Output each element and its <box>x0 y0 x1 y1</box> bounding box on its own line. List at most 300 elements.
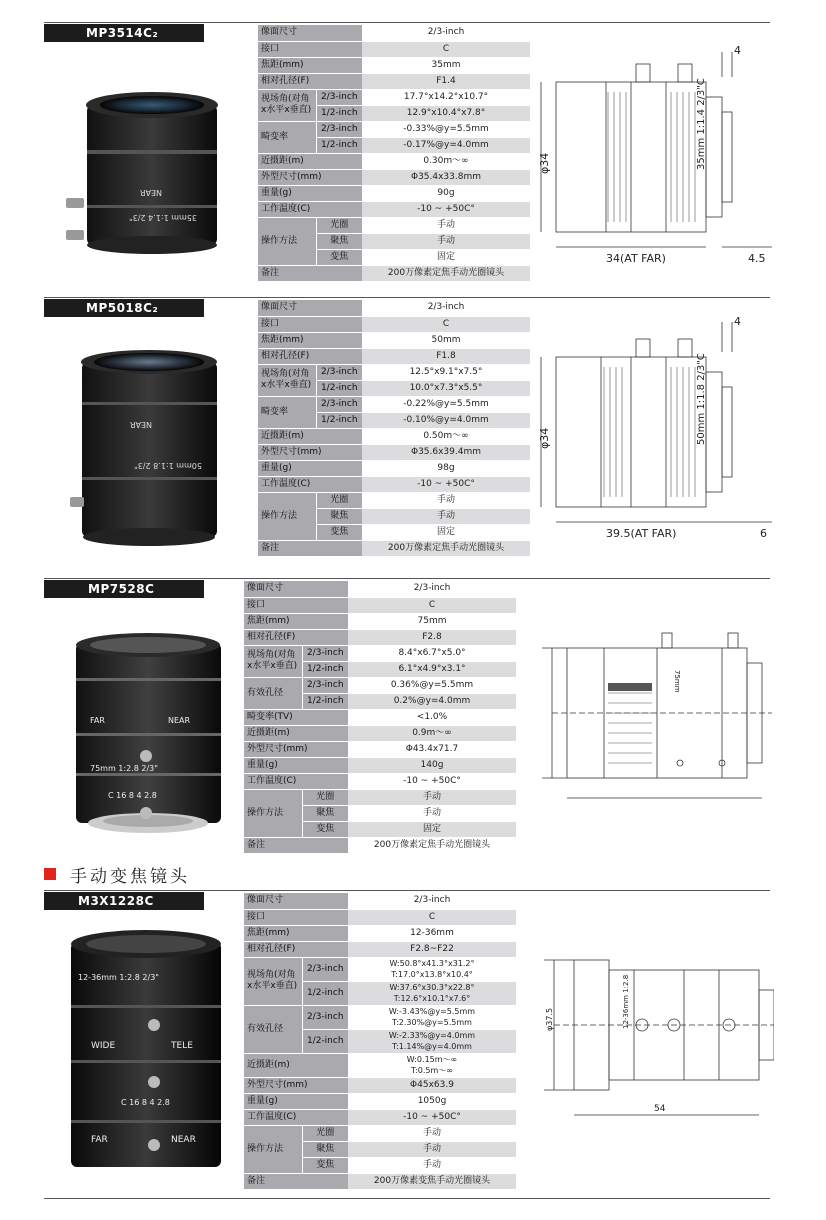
spec-value <box>348 725 516 741</box>
length-label: 39.5(AT FAR) <box>606 527 677 540</box>
lens-far-mark: FAR <box>90 716 105 725</box>
spec-value-line: 固定 <box>422 823 441 834</box>
spec-value <box>348 805 516 821</box>
spec-value-line: -10 ~ +50C° <box>403 775 461 786</box>
spec-value <box>348 957 516 981</box>
spec-sub-label: 2/3-inch <box>302 957 348 981</box>
spec-value <box>362 169 530 185</box>
spec-label: 工作温度(C) <box>258 201 362 217</box>
spec-row <box>244 941 516 957</box>
spec-value <box>348 1157 516 1173</box>
spec-value <box>348 981 516 1005</box>
spec-value-line: T:2.30%@y=5.5mm <box>392 1018 472 1027</box>
spec-value-line: 0.9m～∞ <box>412 727 452 738</box>
spec-value-line: 固定 <box>436 526 455 537</box>
spec-row <box>244 909 516 925</box>
spec-label: 像面尺寸 <box>258 300 362 316</box>
spec-value-line: 35mm <box>431 59 461 70</box>
spec-label: 近摄距(m) <box>258 153 362 169</box>
spec-value-line: 0.36%@y=5.5mm <box>390 679 474 690</box>
spec-value-line: -10 ~ +50C° <box>417 478 475 489</box>
spec-value <box>348 1093 516 1109</box>
spec-value-line: 手动 <box>422 1143 441 1154</box>
spec-label: 畸变率(TV) <box>244 709 348 725</box>
spec-value-line: C <box>442 43 450 54</box>
model-title: MP5018C₂ <box>44 299 204 317</box>
spec-value-line: 12-36mm <box>410 927 454 938</box>
spec-value <box>348 645 516 661</box>
spec-value-line: 手动 <box>436 219 455 230</box>
dimension-drawing <box>534 945 774 1185</box>
spec-value <box>362 73 530 89</box>
spec-label: 外型尺寸(mm) <box>244 1077 348 1093</box>
spec-value-line: 75mm <box>417 615 447 626</box>
spec-label: 有效孔径 <box>244 1005 302 1053</box>
length-label: 54 <box>654 1104 666 1114</box>
spec-value-line: C <box>428 599 436 610</box>
spec-value <box>348 789 516 805</box>
spec-value-line: T:12.6°x10.1°x7.6° <box>393 994 471 1003</box>
lens-near-mark: NEAR <box>139 188 162 197</box>
spec-row <box>244 893 516 909</box>
spec-value <box>348 893 516 909</box>
spec-label: 接口 <box>244 597 348 613</box>
spec-value <box>348 597 516 613</box>
spec-value-line: C <box>442 318 450 329</box>
spec-value <box>362 57 530 73</box>
spec-value <box>348 629 516 645</box>
spec-row <box>258 41 530 57</box>
spec-label: 视场角(对角x水平x垂直) <box>258 89 316 121</box>
spec-label: 相对孔径(F) <box>258 73 362 89</box>
spec-value <box>362 348 530 364</box>
spec-row <box>258 265 530 281</box>
spec-value-line: 50mm <box>431 334 461 345</box>
spec-label: 焦距(mm) <box>258 332 362 348</box>
spec-label: 备注 <box>244 837 348 853</box>
spec-label: 畸变率 <box>258 396 316 428</box>
lens-photo <box>68 633 238 833</box>
spec-table <box>258 25 530 282</box>
category-title: 手动变焦镜头 <box>70 866 190 887</box>
category-header <box>44 863 190 885</box>
spec-value-line: -10 ~ +50C° <box>417 203 475 214</box>
lens-near-mark: NEAR <box>168 716 191 725</box>
spec-label: 操作方法 <box>244 1125 302 1173</box>
spec-sub-label: 2/3-inch <box>316 89 362 105</box>
spec-value-line: 2/3-inch <box>427 302 465 313</box>
spec-value <box>348 741 516 757</box>
spec-value-line: -0.17%@y=4.0mm <box>403 139 489 150</box>
flange-label: 4.5 <box>748 252 766 265</box>
spec-sub-label: 2/3-inch <box>316 121 362 137</box>
spec-value <box>362 508 530 524</box>
spec-row <box>244 629 516 645</box>
spec-value-line: F1.8 <box>436 350 456 361</box>
spec-table <box>258 300 530 557</box>
barrel-text: 35mm 1:1.4 2/3"C <box>696 78 707 170</box>
spec-sub-label: 2/3-inch <box>316 396 362 412</box>
spec-value-line: 手动 <box>436 510 455 521</box>
lens-fstop-mark: C 16 8 4 2.8 <box>108 791 157 800</box>
spec-label: 视场角(对角x水平x垂直) <box>244 645 302 677</box>
category-marker <box>44 868 56 880</box>
spec-value <box>362 460 530 476</box>
spec-sub-label: 2/3-inch <box>302 677 348 693</box>
spec-sub-label: 1/2-inch <box>302 981 348 1005</box>
spec-label: 备注 <box>258 265 362 281</box>
spec-sub-label: 聚焦 <box>316 233 362 249</box>
spec-value <box>348 693 516 709</box>
spec-label: 焦距(mm) <box>258 57 362 73</box>
spec-value <box>348 1077 516 1093</box>
product-section-4 <box>0 890 826 1200</box>
spec-value <box>348 1029 516 1053</box>
spec-row <box>258 460 530 476</box>
spec-value-line: Φ43.4x71.7 <box>405 743 459 754</box>
spec-value-line: 2/3-inch <box>413 583 451 594</box>
spec-value-line: F1.4 <box>436 75 456 86</box>
spec-sub-label: 1/2-inch <box>302 1029 348 1053</box>
lens-photo <box>66 930 236 1175</box>
spec-sub-label: 2/3-inch <box>316 364 362 380</box>
spec-value <box>362 249 530 265</box>
spec-label: 有效孔径 <box>244 677 302 709</box>
spec-value <box>362 137 530 153</box>
spec-value-line: 1050g <box>417 1095 447 1106</box>
spec-value-line: 12.9°x10.4°x7.8° <box>406 107 486 118</box>
spec-value <box>362 524 530 540</box>
spec-row <box>244 581 516 597</box>
spec-row <box>258 348 530 364</box>
spec-value-line: 200万像素变焦手动光圈镜头 <box>373 1175 491 1186</box>
spec-label: 操作方法 <box>244 789 302 837</box>
spec-value <box>362 476 530 492</box>
spec-value-line: 手动 <box>422 1159 441 1170</box>
spec-value-line: W:37.6°x30.3°x22.8° <box>389 983 475 992</box>
spec-value <box>348 709 516 725</box>
spec-value <box>362 185 530 201</box>
spec-row <box>258 73 530 89</box>
spec-value-line: Φ45x63.9 <box>410 1079 454 1090</box>
spec-value-line: 200万像素定焦手动光圈镜头 <box>387 542 505 553</box>
section-divider <box>44 578 770 579</box>
spec-row <box>258 217 530 233</box>
spec-value <box>348 1125 516 1141</box>
spec-row <box>258 121 530 137</box>
spec-sub-label: 1/2-inch <box>316 380 362 396</box>
product-section-1 <box>0 22 826 287</box>
spec-value-line: 手动 <box>422 791 441 802</box>
barrel-text: 75mm <box>673 670 681 693</box>
spec-value <box>348 581 516 597</box>
spec-value-line: F2.8 <box>422 631 442 642</box>
product-section-3 <box>0 578 826 858</box>
lens-near-mark: NEAR <box>171 1135 196 1145</box>
spec-value <box>348 821 516 837</box>
spec-label: 焦距(mm) <box>244 925 348 941</box>
spec-sub-label: 1/2-inch <box>316 412 362 428</box>
spec-value-line: 8.4°x6.7°x5.0° <box>398 647 466 658</box>
spec-value <box>362 265 530 281</box>
spec-label: 视场角(对角x水平x垂直) <box>258 364 316 396</box>
spec-value <box>348 941 516 957</box>
spec-label: 工作温度(C) <box>258 476 362 492</box>
lens-spec-mark: 35mm 1:1.4 2/3" <box>129 213 197 222</box>
ring-label: 4 <box>734 44 741 57</box>
spec-label: 接口 <box>258 316 362 332</box>
spec-label: 近摄距(m) <box>244 725 348 741</box>
spec-value-line: -0.22%@y=5.5mm <box>403 398 489 409</box>
spec-row <box>258 428 530 444</box>
spec-value-line: 90g <box>437 187 455 198</box>
spec-row <box>244 1005 516 1029</box>
spec-row <box>258 364 530 380</box>
spec-value <box>362 412 530 428</box>
spec-value-line: 固定 <box>436 251 455 262</box>
spec-row <box>244 1173 516 1189</box>
lens-spec-mark: 12-36mm 1:2.8 2/3" <box>78 973 159 982</box>
spec-label: 相对孔径(F) <box>244 941 348 957</box>
spec-label: 操作方法 <box>258 492 316 540</box>
spec-row <box>244 925 516 941</box>
spec-value-line: W:50.8°x41.3°x31.2° <box>389 959 475 968</box>
lens-tele-mark: TELE <box>171 1041 193 1051</box>
barrel-text: 12-36mm 1:2.8 <box>622 974 630 1029</box>
spec-row <box>258 396 530 412</box>
spec-label: 畸变率 <box>258 121 316 153</box>
spec-value <box>362 105 530 121</box>
model-title: MP3514C₂ <box>44 24 204 42</box>
spec-value-line: 2/3-inch <box>413 895 451 906</box>
spec-row <box>258 444 530 460</box>
spec-value-line: F2.8~F22 <box>410 943 454 954</box>
spec-row <box>244 837 516 853</box>
spec-value <box>348 1005 516 1029</box>
spec-value <box>348 661 516 677</box>
spec-value-line: C <box>428 911 436 922</box>
spec-value <box>362 396 530 412</box>
spec-row <box>244 1077 516 1093</box>
spec-value-line: 手动 <box>436 235 455 246</box>
spec-label: 视场角(对角x水平x垂直) <box>244 957 302 1005</box>
spec-row <box>258 169 530 185</box>
spec-label: 像面尺寸 <box>244 893 348 909</box>
spec-row <box>244 1125 516 1141</box>
spec-value <box>348 773 516 789</box>
spec-row <box>258 540 530 556</box>
spec-label: 相对孔径(F) <box>244 629 348 645</box>
spec-row <box>244 597 516 613</box>
spec-value <box>348 1141 516 1157</box>
flange-label: 6 <box>760 527 767 540</box>
spec-value <box>348 925 516 941</box>
spec-sub-label: 变焦 <box>316 249 362 265</box>
spec-label: 重量(g) <box>258 185 362 201</box>
spec-sub-label: 聚焦 <box>302 805 348 821</box>
dimension-drawing <box>536 32 776 272</box>
spec-table <box>244 581 516 854</box>
spec-row <box>258 332 530 348</box>
spec-label: 相对孔径(F) <box>258 348 362 364</box>
spec-value <box>362 41 530 57</box>
spec-value <box>348 1053 516 1077</box>
spec-label: 接口 <box>244 909 348 925</box>
diameter-label: φ37.5 <box>545 1007 554 1031</box>
diameter-label: φ34 <box>538 427 551 449</box>
spec-value-line: 6.1°x4.9°x3.1° <box>398 663 466 674</box>
spec-sub-label: 1/2-inch <box>302 661 348 677</box>
spec-value-line: T:1.14%@y=4.0mm <box>392 1042 472 1051</box>
spec-value <box>348 757 516 773</box>
spec-sub-label: 聚焦 <box>302 1141 348 1157</box>
spec-label: 像面尺寸 <box>258 25 362 41</box>
spec-value <box>362 89 530 105</box>
spec-label: 备注 <box>244 1173 348 1189</box>
spec-value-line: 手动 <box>436 494 455 505</box>
spec-value <box>362 492 530 508</box>
spec-row <box>258 185 530 201</box>
model-title: M3X1228C <box>44 892 204 910</box>
spec-sub-label: 1/2-inch <box>302 693 348 709</box>
spec-value <box>362 316 530 332</box>
spec-value <box>362 25 530 41</box>
spec-row <box>244 1053 516 1077</box>
lens-far-mark: FAR <box>91 1135 108 1145</box>
spec-row <box>244 789 516 805</box>
spec-label: 重量(g) <box>244 1093 348 1109</box>
spec-row <box>258 25 530 41</box>
lens-spec-mark: 50mm 1:1.8 2/3" <box>134 461 202 470</box>
spec-value-line: T:17.0°x13.8°x10.4° <box>391 970 473 979</box>
spec-value-line: Φ35.4x33.8mm <box>410 171 482 182</box>
spec-value-line: -10 ~ +50C° <box>403 1111 461 1122</box>
spec-row <box>244 677 516 693</box>
spec-value <box>362 217 530 233</box>
spec-label: 重量(g) <box>244 757 348 773</box>
dimension-drawing <box>536 307 776 547</box>
spec-value <box>348 1109 516 1125</box>
spec-value-line: 200万像素定焦手动光圈镜头 <box>387 267 505 278</box>
product-section-2 <box>0 297 826 562</box>
spec-value-line: W:-3.43%@y=5.5mm <box>388 1007 476 1016</box>
spec-sub-label: 变焦 <box>316 524 362 540</box>
spec-row <box>244 741 516 757</box>
length-label: 34(AT FAR) <box>606 252 666 265</box>
spec-row <box>258 300 530 316</box>
spec-row <box>258 57 530 73</box>
spec-sub-label: 变焦 <box>302 1157 348 1173</box>
spec-value <box>362 444 530 460</box>
spec-row <box>244 725 516 741</box>
spec-row <box>258 492 530 508</box>
spec-row <box>244 709 516 725</box>
spec-value <box>362 380 530 396</box>
spec-sub-label: 光圈 <box>316 492 362 508</box>
spec-label: 外型尺寸(mm) <box>258 444 362 460</box>
spec-row <box>244 957 516 981</box>
spec-row <box>244 1093 516 1109</box>
spec-label: 像面尺寸 <box>244 581 348 597</box>
spec-value <box>348 613 516 629</box>
spec-value-line: 手动 <box>422 807 441 818</box>
spec-row <box>244 613 516 629</box>
spec-label: 外型尺寸(mm) <box>258 169 362 185</box>
section-divider <box>44 297 770 298</box>
lens-fstop-mark: C 16 8 4 2.8 <box>121 1098 170 1107</box>
lens-spec-mark: 75mm 1:2.8 2/3" <box>90 764 158 773</box>
spec-value <box>362 300 530 316</box>
spec-label: 近摄距(m) <box>244 1053 348 1077</box>
spec-value-line: 12.5°x9.1°x7.5° <box>409 366 483 377</box>
diameter-label: φ34 <box>538 152 551 174</box>
barrel-text: 50mm 1:1.8 2/3"C <box>696 353 707 445</box>
spec-value-line: 17.7°x14.2°x10.7° <box>403 91 489 102</box>
spec-value-line: T:0.5m～∞ <box>411 1066 453 1075</box>
spec-sub-label: 光圈 <box>316 217 362 233</box>
spec-label: 接口 <box>258 41 362 57</box>
spec-value <box>348 677 516 693</box>
spec-label: 焦距(mm) <box>244 613 348 629</box>
spec-label: 备注 <box>258 540 362 556</box>
spec-value <box>362 428 530 444</box>
spec-label: 近摄距(m) <box>258 428 362 444</box>
spec-value-line: Φ35.6x39.4mm <box>410 446 482 457</box>
spec-value-line: W:-2.33%@y=4.0mm <box>388 1031 476 1040</box>
model-title: MP7528C <box>44 580 204 598</box>
section-divider <box>44 22 770 23</box>
spec-value <box>362 364 530 380</box>
spec-row <box>258 476 530 492</box>
spec-label: 工作温度(C) <box>244 1109 348 1125</box>
spec-row <box>244 773 516 789</box>
spec-sub-label: 聚焦 <box>316 508 362 524</box>
spec-value <box>348 1173 516 1189</box>
spec-value-line: 2/3-inch <box>427 27 465 38</box>
spec-sub-label: 1/2-inch <box>316 137 362 153</box>
lens-wide-mark: WIDE <box>91 1041 116 1051</box>
spec-row <box>258 316 530 332</box>
spec-value <box>348 909 516 925</box>
spec-label: 外型尺寸(mm) <box>244 741 348 757</box>
spec-value <box>362 201 530 217</box>
spec-sub-label: 2/3-inch <box>302 645 348 661</box>
spec-value-line: 140g <box>420 759 444 770</box>
spec-label: 工作温度(C) <box>244 773 348 789</box>
spec-value-line: 200万像素定焦手动光圈镜头 <box>373 839 491 850</box>
spec-value-line: W:0.15m～∞ <box>406 1055 458 1064</box>
spec-value <box>362 233 530 249</box>
spec-value-line: 10.0°x7.3°x5.5° <box>409 382 483 393</box>
spec-value-line: -0.10%@y=4.0mm <box>403 414 489 425</box>
spec-sub-label: 变焦 <box>302 821 348 837</box>
section-divider <box>44 890 770 891</box>
spec-sub-label: 光圈 <box>302 789 348 805</box>
lens-photo <box>62 347 242 547</box>
spec-row <box>244 757 516 773</box>
spec-value-line: <1.0% <box>416 711 448 722</box>
spec-value <box>362 540 530 556</box>
dimension-drawing <box>532 628 772 828</box>
spec-sub-label: 2/3-inch <box>302 1005 348 1029</box>
spec-sub-label: 1/2-inch <box>316 105 362 121</box>
spec-value <box>348 837 516 853</box>
spec-value-line: 98g <box>437 462 455 473</box>
spec-label: 重量(g) <box>258 460 362 476</box>
spec-row <box>244 1109 516 1125</box>
spec-value <box>362 121 530 137</box>
spec-value-line: 0.50m～∞ <box>423 430 469 441</box>
